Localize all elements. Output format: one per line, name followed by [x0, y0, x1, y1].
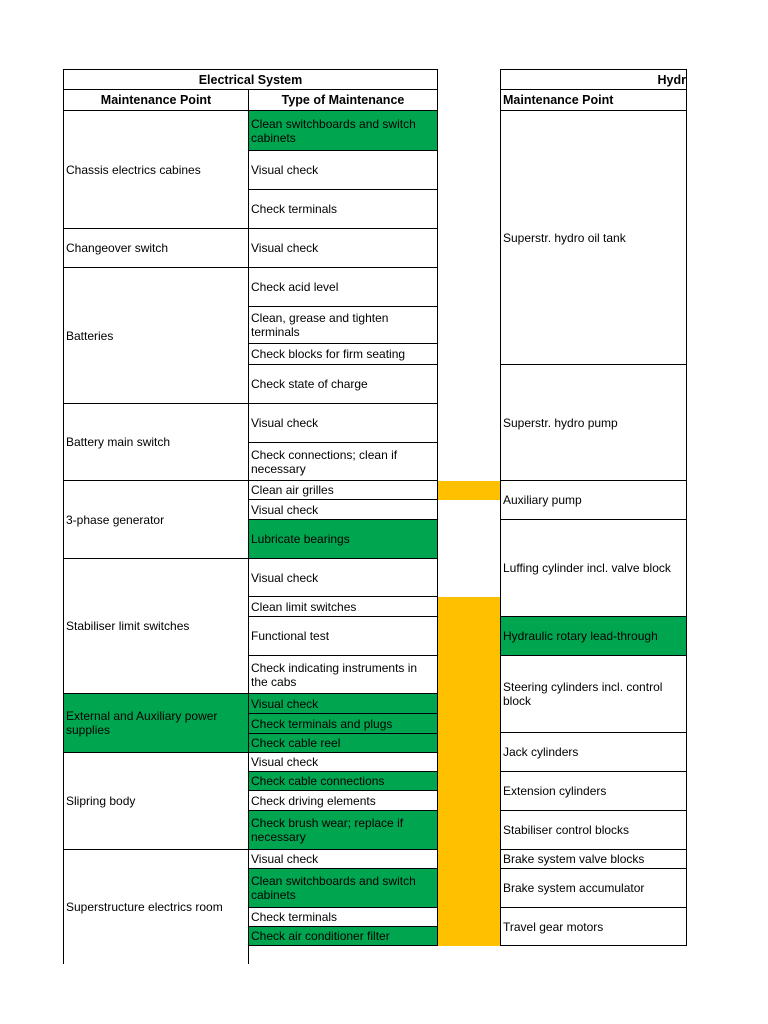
- maintenance-type-text: Check indicating instruments in the cabs: [251, 660, 418, 689]
- maintenance-type-text: Check driving elements: [251, 793, 376, 808]
- hydraulic-point-cell: Steering cylinders incl. control block: [500, 655, 687, 733]
- maintenance-type-text: Check terminals: [251, 202, 338, 216]
- hydraulic-title-text: Hydr: [657, 72, 686, 87]
- hydraulic-point-cell: Stabiliser control blocks: [500, 810, 687, 850]
- maintenance-type-text: Visual check: [251, 241, 319, 255]
- col-header-type-of-maintenance: Type of Maintenance: [248, 89, 438, 111]
- maintenance-point-cell: Chassis electrics cabines: [63, 110, 249, 229]
- maintenance-type-text: Visual check: [251, 852, 319, 866]
- hydraulic-point-cell: Hydraulic rotary lead-through: [500, 616, 687, 656]
- hydraulic-point-cell: Auxiliary pump: [500, 480, 687, 520]
- maintenance-type-text: Clean, grease and tighten terminals: [251, 311, 389, 339]
- maintenance-type-text: Functional test: [251, 629, 330, 643]
- maintenance-type-text: Check acid level: [251, 280, 339, 294]
- maintenance-type-text: Check air conditioner filter: [251, 929, 390, 943]
- maintenance-point-cell: Batteries: [63, 267, 249, 404]
- maintenance-type-text: Visual check: [251, 696, 319, 711]
- maintenance-type-text: Check cable connections: [251, 774, 385, 788]
- maintenance-type-text: Lubricate bearings: [251, 532, 350, 546]
- maintenance-type-text: Clean air grilles: [251, 483, 334, 497]
- hydraulic-point-cell: Travel gear motors: [500, 907, 687, 946]
- maintenance-type-text: Clean switchboards and switch cabinets: [251, 116, 416, 145]
- hydraulic-point-cell: Superstr. hydro oil tank: [500, 110, 687, 365]
- maintenance-type-text: Clean switchboards and switch cabinets: [251, 874, 416, 902]
- maintenance-point-cell: External and Auxiliary power supplies: [63, 693, 249, 753]
- hydraulic-point-cell: Brake system valve blocks: [500, 849, 687, 869]
- maintenance-type-text: Visual check: [251, 416, 319, 430]
- maintenance-type-text: Visual check: [251, 570, 319, 585]
- maintenance-point-cell: Changeover switch: [63, 228, 249, 268]
- col-header-maintenance-point: Maintenance Point: [500, 89, 687, 111]
- hydraulic-point-cell: Superstr. hydro pump: [500, 364, 687, 481]
- maintenance-type-text: Check connections; clean if necessary: [251, 447, 398, 476]
- maintenance-type-text: Clean limit switches: [251, 599, 357, 614]
- hydraulic-point-cell: Luffing cylinder incl. valve block: [500, 519, 687, 617]
- maintenance-type-text: Check state of charge: [251, 377, 368, 391]
- col-header-maintenance-point: Maintenance Point: [63, 89, 249, 111]
- maintenance-type-text: Check terminals: [251, 910, 338, 924]
- maintenance-type-text: Check cable reel: [251, 736, 341, 750]
- maintenance-type-text: Check terminals and plugs: [251, 716, 393, 731]
- maintenance-type-text: Check brush wear; replace if necessary: [251, 816, 404, 844]
- maintenance-type-text: Visual check: [251, 755, 319, 769]
- maintenance-type-text: Visual check: [251, 502, 319, 517]
- maintenance-type-text: Visual check: [251, 163, 319, 177]
- hydraulic-point-cell: Jack cylinders: [500, 732, 687, 772]
- hydraulic-title: [500, 69, 687, 90]
- maintenance-type-text: Check blocks for firm seating: [251, 347, 406, 361]
- maintenance-point-cell: 3-phase generator: [63, 480, 249, 559]
- hydraulic-point-cell: Extension cylinders: [500, 771, 687, 811]
- maintenance-point-cell: Stabiliser limit switches: [63, 558, 249, 694]
- electrical-title: Electrical System: [63, 69, 438, 90]
- maintenance-point-cell: Superstructure electrics room: [63, 849, 249, 964]
- maintenance-point-cell: Slipring body: [63, 752, 249, 850]
- maintenance-point-cell: Battery main switch: [63, 403, 249, 481]
- hydraulic-point-cell: Brake system accumulator: [500, 868, 687, 908]
